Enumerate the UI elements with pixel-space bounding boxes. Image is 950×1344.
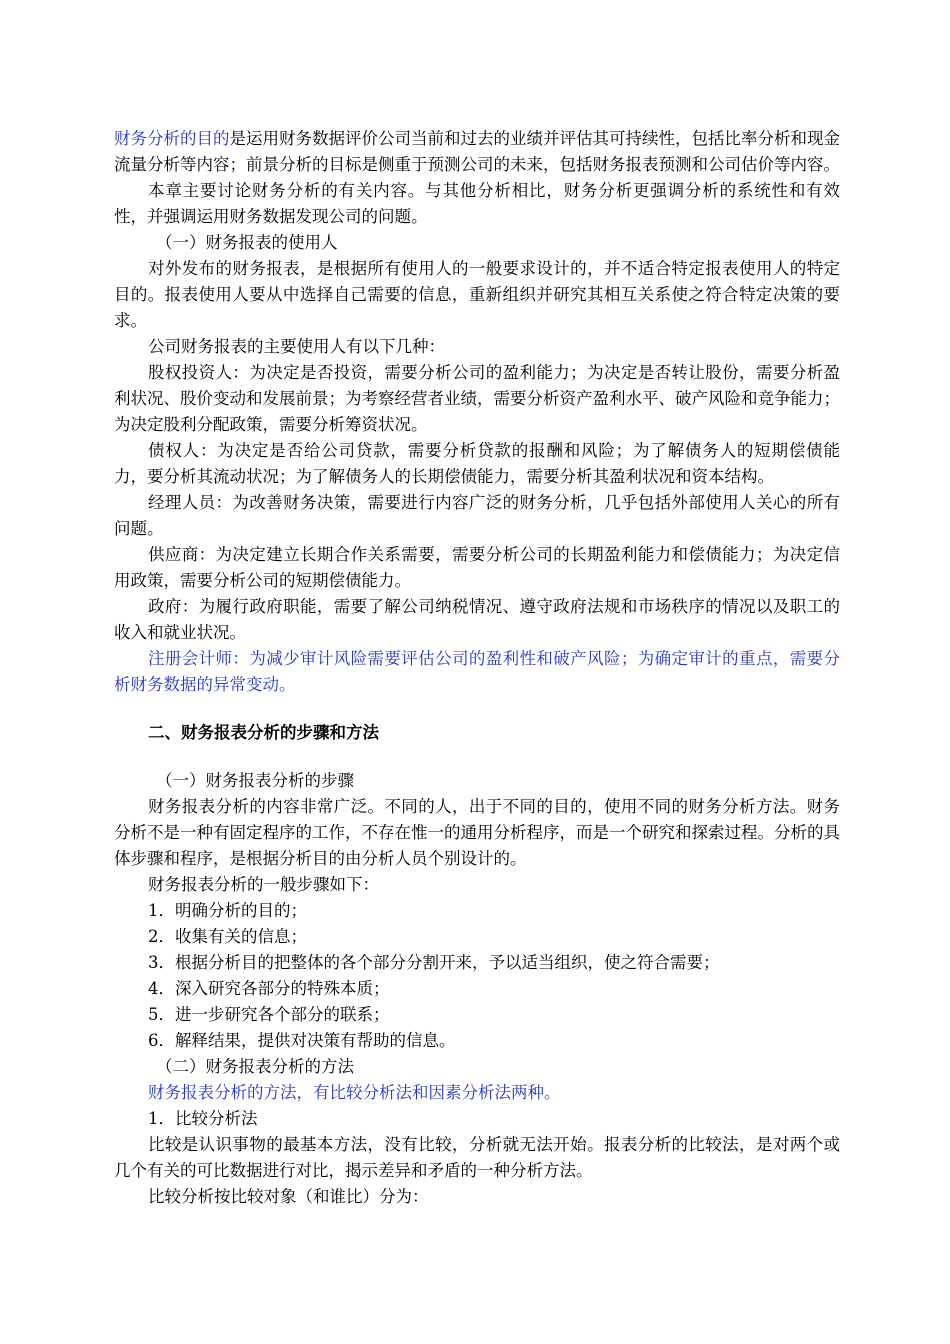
creditor-paragraph: 债权人：为决定是否给公司贷款，需要分析贷款的报酬和风险；为了解债务人的短期偿债能力，要分析其流动状况；为了解债务人的长期偿债能力，需要分析其盈利状况和资本结构。 (114, 441, 840, 486)
cpa-paragraph: 注册会计师：为减少审计风险需要评估公司的盈利性和破产风险；为确定审计的重点，需要分析财务数据的异常变动。 (114, 649, 840, 694)
intro-paragraph (114, 126, 840, 178)
intro-highlight: 财务分析的目的 (114, 129, 230, 148)
steps-paragraph-1: 财务报表分析的内容非常广泛。不同的人，出于不同的目的，使用不同的财务分析方法。财务分析不是一种有固定程序的工作，不存在惟一的通用分析程序，而是一个研究和探索过程。分析的具体步骤和程序，是根据分析目的由分析人员个别设计的。 (114, 797, 840, 868)
subheading-steps: （一）财务报表分析的步骤 (156, 771, 354, 790)
users-paragraph-2: 公司财务报表的主要使用人有以下几种： (148, 337, 445, 356)
manager-paragraph: 经理人员：为改善财务决策，需要进行内容广泛的财务分析，几乎包括外部使用人关心的所有问题。 (114, 493, 840, 538)
equity-investor-paragraph: 股权投资人：为决定是否投资，需要分析公司的盈利能力；为决定是否转让股份，需要分析盈利状况、股价变动和发展前景；为考察经营者业绩，需要分析资产盈利水平、破产风险和竞争能力；为决定股利分配政策，需要分析筹资状况。 (114, 363, 840, 434)
supplier-paragraph: 供应商：为决定建立长期合作关系需要，需要分析公司的长期盈利能力和偿债能力；为决定信用政策，需要分析公司的短期偿债能力。 (114, 545, 840, 590)
users-paragraph-1: 对外发布的财务报表，是根据所有使用人的一般要求设计的，并不适合特定报表使用人的特定目的。报表使用人要从中选择自己需要的信息，重新组织并研究其相互关系使之符合特定决策的要求。 (114, 259, 840, 330)
methods-paragraph: 财务报表分析的方法，有比较分析法和因素分析法两种。 (148, 1083, 561, 1102)
steps-paragraph-2: 财务报表分析的一般步骤如下： (148, 875, 379, 894)
step-item: 3．根据分析目的把整体的各个部分分割开来，予以适当组织，使之符合需要； (148, 953, 720, 972)
compare-method-item: 1．比较分析法 (148, 1109, 258, 1128)
intro-text: 是运用财务数据评价公司当前和过去的业绩并评估其可持续性，包括比率分析和现金流量分析等内容；前景分析的目标是侧重于预测公司的未来，包括财务报表预测和公司估价等内容。 (114, 129, 840, 174)
document-body (114, 126, 840, 1210)
step-item: 1．明确分析的目的； (148, 901, 307, 920)
subheading-methods: （二）财务报表分析的方法 (156, 1057, 354, 1076)
subheading-users: （一）财务报表的使用人 (156, 233, 338, 252)
step-item: 5．进一步研究各个部分的联系； (148, 1005, 390, 1024)
government-paragraph: 政府：为履行政府职能，需要了解公司纳税情况、遵守政府法规和市场秩序的情况以及职工的收入和就业状况。 (114, 597, 840, 642)
chapter-paragraph: 本章主要讨论财务分析的有关内容。与其他分析相比，财务分析更强调分析的系统性和有效性，并强调运用财务数据发现公司的问题。 (114, 181, 840, 226)
compare-paragraph-1: 比较是认识事物的最基本方法，没有比较，分析就无法开始。报表分析的比较法，是对两个或几个有关的可比数据进行对比，揭示差异和矛盾的一种分析方法。 (114, 1135, 840, 1180)
compare-paragraph-2: 比较分析按比较对象（和谁比）分为： (148, 1187, 429, 1206)
section-heading-2: 二、财务报表分析的步骤和方法 (148, 723, 379, 742)
step-item: 2．收集有关的信息； (148, 927, 307, 946)
step-item: 4．深入研究各部分的特殊本质； (148, 979, 390, 998)
step-item: 6．解释结果，提供对决策有帮助的信息。 (148, 1031, 456, 1050)
